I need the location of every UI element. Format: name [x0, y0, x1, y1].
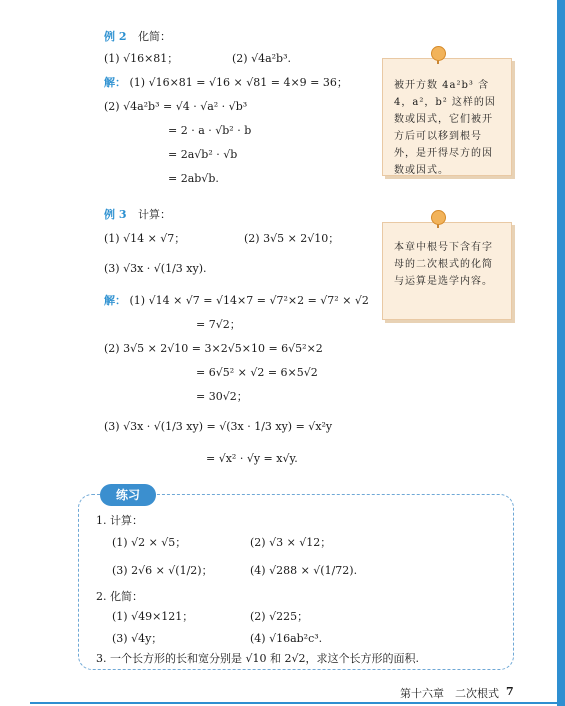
example3-solution-1-line2: = 7√2； [196, 318, 241, 331]
example2-solution-1: (1) √16×81 = √16 × √81 = 4×9 = 36； [129, 76, 348, 89]
example3-q1: (1) √14 × √7； [104, 232, 186, 245]
side-note-2-text: 本章中根号下含有字母的二次根式的化简与运算是选学内容。 [394, 242, 493, 287]
example2-solution-2-line4: = 2ab√b. [168, 172, 219, 185]
exercise-2a: (1) √49×121； [112, 610, 194, 623]
example3-solution-3-line2: = √x² · √y = x√y. [206, 452, 298, 465]
side-note-1 [382, 58, 512, 176]
footer-rule [30, 702, 557, 704]
exercise-1c: (3) 2√6 × √(1/2)； [112, 564, 213, 577]
example3-label: 例 3 [104, 208, 127, 221]
example3-q2: (2) 3√5 × 2√10； [244, 232, 340, 245]
exercise-problem-3: 3. 一个长方形的长和宽分别是 √10 和 2√2，求这个长方形的面积. [96, 652, 419, 665]
side-note-2 [382, 222, 512, 320]
example2-solution-label: 解： [104, 76, 126, 89]
example3-q3: (3) √3x · √(1/3 xy). [104, 262, 207, 275]
pin-icon [431, 46, 446, 61]
example2-solution-2-line3: = 2a√b² · √b [168, 148, 238, 161]
example3-solution-2-line2: = 6√5² × √2 = 6×5√2 [196, 366, 318, 379]
example2-solution-2-line1: (2) √4a²b³ = √4 · √a² · √b³ [104, 100, 248, 113]
exercise-1d: (4) √288 × √(1/72). [250, 564, 358, 577]
exercise-2c: (3) √4y； [112, 632, 163, 645]
page-edge-bar [557, 0, 565, 706]
pin-icon [431, 210, 446, 225]
example3-solution-label: 解： [104, 294, 126, 307]
exercise-problem-1: 1. 计算： [96, 514, 143, 527]
exercise-1a: (1) √2 × √5； [112, 536, 187, 549]
chapter-title: 第十六章 二次根式 [400, 687, 499, 700]
exercise-tab: 练习 [100, 484, 156, 506]
side-note-1-text: 被开方数 4a²b³ 含 4，a²，b² 这样的因数或因式，它们被开方后可以移到根号外，是开得尽方的因数或因式。 [394, 80, 496, 176]
example3-solution-3-line1: (3) √3x · √(1/3 xy) = √(3x · 1/3 xy) = √x²y [104, 420, 333, 433]
example3-title: 计算： [137, 208, 171, 221]
exercise-problem-2: 2. 化简： [96, 590, 143, 603]
exercise-2d: (4) √16ab²c³. [250, 632, 323, 645]
example2-q1: (1) √16×81； [104, 52, 179, 65]
example3-solution-1-line1: (1) √14 × √7 = √14×7 = √7²×2 = √7² × √2 [129, 294, 369, 307]
exercise-2b: (2) √225； [250, 610, 309, 623]
example2-solution-2-line2: = 2 · a · √b² · b [168, 124, 252, 137]
example3-solution-2-line1: (2) 3√5 × 2√10 = 3×2√5×10 = 6√5²×2 [104, 342, 323, 355]
page-number: 7 [506, 685, 514, 698]
example3-solution-2-line3: = 30√2； [196, 390, 248, 403]
example2-label: 例 2 [104, 30, 127, 43]
exercise-1b: (2) √3 × √12； [250, 536, 332, 549]
example2-title: 化简： [137, 30, 171, 43]
example2-q2: (2) √4a²b³. [232, 52, 292, 65]
